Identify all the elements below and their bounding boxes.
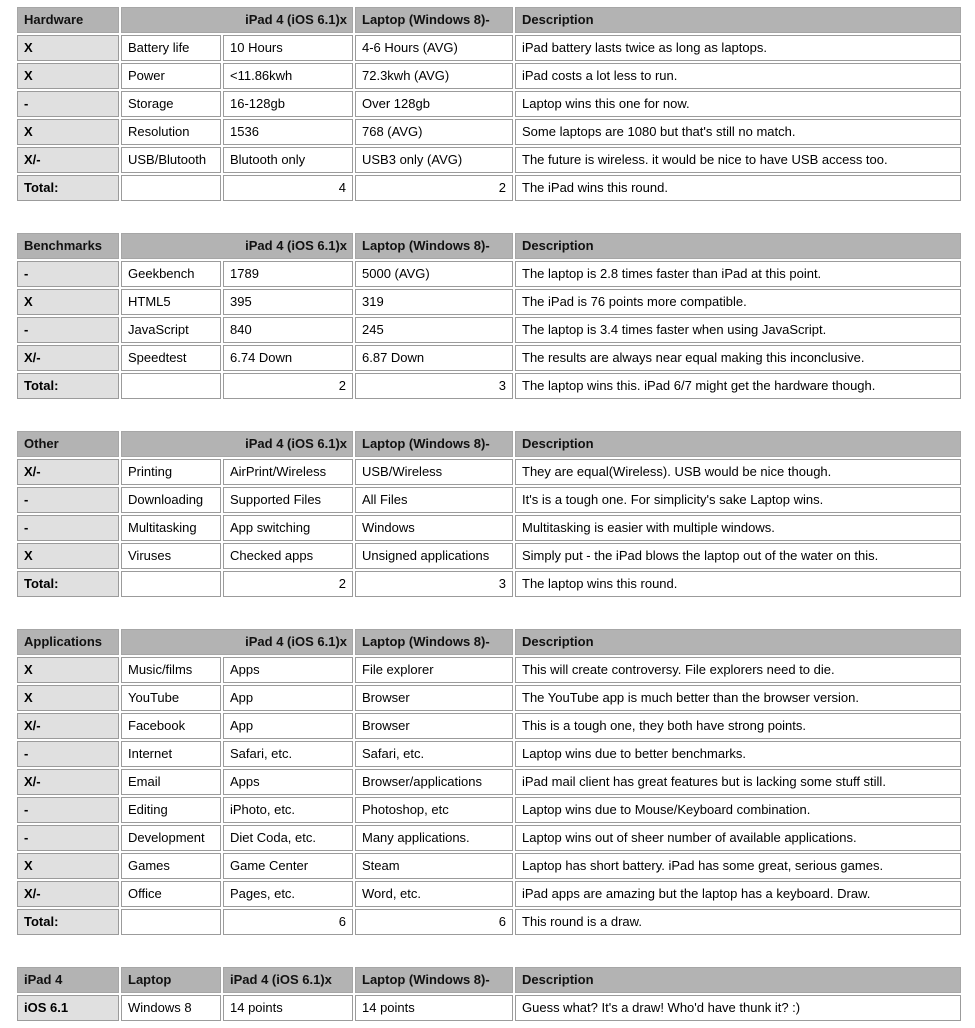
description-column-header: Description (515, 629, 961, 655)
description-cell: This is a tough one, they both have strong points. (515, 713, 961, 739)
ipad-value-cell: Checked apps (223, 543, 353, 569)
total-spacer-cell (121, 909, 221, 935)
status-cell: - (17, 741, 119, 767)
table-row (17, 459, 961, 485)
total-row (17, 909, 961, 935)
status-cell: X/- (17, 345, 119, 371)
description-cell: The future is wireless. it would be nice to have USB access too. (515, 147, 961, 173)
laptop-value-cell: 6.87 Down (355, 345, 513, 371)
laptop-column-header: Laptop (Windows 8)- (355, 7, 513, 33)
description-cell: iPad costs a lot less to run. (515, 63, 961, 89)
laptop-value-cell: 245 (355, 317, 513, 343)
laptop-value-cell: 4-6 Hours (AVG) (355, 35, 513, 61)
ipad-value-cell: <11.86kwh (223, 63, 353, 89)
table-header-row (17, 431, 961, 457)
status-cell: X (17, 543, 119, 569)
description-column-header: Description (515, 431, 961, 457)
table-row (17, 543, 961, 569)
total-label-cell: Total: (17, 175, 119, 201)
feature-cell: Development (121, 825, 221, 851)
feature-cell: Editing (121, 797, 221, 823)
status-cell: X (17, 289, 119, 315)
feature-cell: Internet (121, 741, 221, 767)
table-row (17, 995, 961, 1021)
table-title-cell: Hardware (17, 7, 119, 33)
status-cell: - (17, 515, 119, 541)
laptop-total-cell: 6 (355, 909, 513, 935)
laptop-value-cell: Word, etc. (355, 881, 513, 907)
ipad-value-cell: App switching (223, 515, 353, 541)
table-row (17, 741, 961, 767)
feature-cell: YouTube (121, 685, 221, 711)
laptop-value-cell: Photoshop, etc (355, 797, 513, 823)
status-cell: X (17, 119, 119, 145)
ipad-value-cell: 6.74 Down (223, 345, 353, 371)
comparison-table-applications (15, 627, 963, 937)
status-cell: X/- (17, 713, 119, 739)
ipad-value-cell: 840 (223, 317, 353, 343)
feature-cell: Windows 8 (121, 995, 221, 1021)
ipad-value-cell: Apps (223, 769, 353, 795)
ipad-value-cell: 10 Hours (223, 35, 353, 61)
feature-cell: Geekbench (121, 261, 221, 287)
total-description-cell: The laptop wins this. iPad 6/7 might get the hardware though. (515, 373, 961, 399)
laptop-total-cell: 3 (355, 571, 513, 597)
status-cell: X (17, 35, 119, 61)
total-description-cell: The laptop wins this round. (515, 571, 961, 597)
table-row (17, 261, 961, 287)
status-cell: X (17, 685, 119, 711)
total-label-cell: Total: (17, 909, 119, 935)
laptop-value-cell: 72.3kwh (AVG) (355, 63, 513, 89)
table-row (17, 289, 961, 315)
total-label-cell: Total: (17, 571, 119, 597)
feature-cell: Battery life (121, 35, 221, 61)
laptop-value-cell: Browser (355, 685, 513, 711)
comparison-table-benchmarks (15, 231, 963, 401)
ipad-value-cell: iPhoto, etc. (223, 797, 353, 823)
status-cell: - (17, 487, 119, 513)
table-row (17, 713, 961, 739)
description-cell: Laptop wins due to Mouse/Keyboard combination. (515, 797, 961, 823)
total-spacer-cell (121, 373, 221, 399)
table-title-cell: Other (17, 431, 119, 457)
comparison-tables-container (15, 5, 975, 1023)
ipad-value-cell: Game Center (223, 853, 353, 879)
laptop-value-cell: Over 128gb (355, 91, 513, 117)
table-header-row (17, 233, 961, 259)
description-cell: This will create controversy. File explorers need to die. (515, 657, 961, 683)
comparison-table-final-score (15, 965, 963, 1023)
table-row (17, 487, 961, 513)
table-row (17, 881, 961, 907)
comparison-table-other (15, 429, 963, 599)
status-cell: - (17, 797, 119, 823)
feature-cell: Resolution (121, 119, 221, 145)
ipad-value-cell: Apps (223, 657, 353, 683)
ipad-value-cell: Blutooth only (223, 147, 353, 173)
total-description-cell: The iPad wins this round. (515, 175, 961, 201)
feature-cell: Speedtest (121, 345, 221, 371)
table-row (17, 657, 961, 683)
description-cell: iPad battery lasts twice as long as laptops. (515, 35, 961, 61)
table-row (17, 515, 961, 541)
laptop-value-cell: USB/Wireless (355, 459, 513, 485)
ipad-value-cell: Diet Coda, etc. (223, 825, 353, 851)
status-cell: X (17, 63, 119, 89)
laptop-column-header: Laptop (Windows 8)- (355, 967, 513, 993)
status-cell: X (17, 657, 119, 683)
ipad-column-header: iPad 4 (iOS 6.1)x (121, 431, 353, 457)
feature-cell: JavaScript (121, 317, 221, 343)
table-header-row (17, 7, 961, 33)
description-column-header: Description (515, 967, 961, 993)
laptop-value-cell: USB3 only (AVG) (355, 147, 513, 173)
description-cell: Simply put - the iPad blows the laptop out of the water on this. (515, 543, 961, 569)
status-cell: - (17, 91, 119, 117)
feature-cell: Multitasking (121, 515, 221, 541)
feature-cell: Office (121, 881, 221, 907)
laptop-value-cell: 14 points (355, 995, 513, 1021)
table-row (17, 317, 961, 343)
laptop-total-cell: 2 (355, 175, 513, 201)
feature-cell: Power (121, 63, 221, 89)
ipad-value-cell: App (223, 685, 353, 711)
table-row (17, 63, 961, 89)
description-cell: iPad apps are amazing but the laptop has a keyboard. Draw. (515, 881, 961, 907)
feature-cell: Games (121, 853, 221, 879)
description-cell: The iPad is 76 points more compatible. (515, 289, 961, 315)
total-row (17, 175, 961, 201)
ipad-value-cell: Safari, etc. (223, 741, 353, 767)
feature-cell: Music/films (121, 657, 221, 683)
feature-cell: Storage (121, 91, 221, 117)
laptop-value-cell: File explorer (355, 657, 513, 683)
description-cell: The laptop is 2.8 times faster than iPad at this point. (515, 261, 961, 287)
table-row (17, 685, 961, 711)
feature-cell: Downloading (121, 487, 221, 513)
feature-cell: HTML5 (121, 289, 221, 315)
ipad-value-cell: 16-128gb (223, 91, 353, 117)
ipad-value-cell: Supported Files (223, 487, 353, 513)
laptop-value-cell: 768 (AVG) (355, 119, 513, 145)
table-row (17, 769, 961, 795)
ipad-value-cell: 14 points (223, 995, 353, 1021)
laptop-value-cell: Windows (355, 515, 513, 541)
laptop-value-cell: Safari, etc. (355, 741, 513, 767)
ipad-value-cell: 1536 (223, 119, 353, 145)
status-cell: X/- (17, 147, 119, 173)
ipad-column-header: iPad 4 (iOS 6.1)x (223, 967, 353, 993)
ipad-value-cell: AirPrint/Wireless (223, 459, 353, 485)
description-column-header: Description (515, 233, 961, 259)
total-description-cell: This round is a draw. (515, 909, 961, 935)
status-cell: - (17, 261, 119, 287)
description-column-header: Description (515, 7, 961, 33)
status-cell: iOS 6.1 (17, 995, 119, 1021)
ipad-value-cell: 1789 (223, 261, 353, 287)
ipad-column-header: iPad 4 (iOS 6.1)x (121, 233, 353, 259)
comparison-table-hardware (15, 5, 963, 203)
laptop-value-cell: All Files (355, 487, 513, 513)
feature-cell: Viruses (121, 543, 221, 569)
ipad-total-cell: 2 (223, 571, 353, 597)
description-cell: Laptop wins due to better benchmarks. (515, 741, 961, 767)
table-row (17, 345, 961, 371)
table-title-cell: iPad 4 (17, 967, 119, 993)
description-cell: iPad mail client has great features but is lacking some stuff still. (515, 769, 961, 795)
description-cell: Laptop has short battery. iPad has some great, serious games. (515, 853, 961, 879)
table-row (17, 853, 961, 879)
total-row (17, 571, 961, 597)
table-title-cell: Benchmarks (17, 233, 119, 259)
laptop-value-cell: 5000 (AVG) (355, 261, 513, 287)
laptop-value-cell: Browser/applications (355, 769, 513, 795)
laptop-column-header: Laptop (Windows 8)- (355, 233, 513, 259)
total-spacer-cell (121, 175, 221, 201)
table-row (17, 35, 961, 61)
description-cell: The results are always near equal making this inconclusive. (515, 345, 961, 371)
ipad-total-cell: 2 (223, 373, 353, 399)
table-row (17, 825, 961, 851)
ipad-total-cell: 6 (223, 909, 353, 935)
ipad-column-header: iPad 4 (iOS 6.1)x (121, 629, 353, 655)
feature-cell: Printing (121, 459, 221, 485)
table-header-row (17, 967, 961, 993)
total-row (17, 373, 961, 399)
ipad-value-cell: App (223, 713, 353, 739)
ipad-value-cell: 395 (223, 289, 353, 315)
description-cell: Some laptops are 1080 but that's still no match. (515, 119, 961, 145)
laptop-value-cell: Many applications. (355, 825, 513, 851)
description-cell: The YouTube app is much better than the browser version. (515, 685, 961, 711)
status-cell: - (17, 317, 119, 343)
laptop-value-cell: Steam (355, 853, 513, 879)
feature-cell: Facebook (121, 713, 221, 739)
ipad-total-cell: 4 (223, 175, 353, 201)
total-spacer-cell (121, 571, 221, 597)
status-cell: X (17, 853, 119, 879)
table-header-row (17, 629, 961, 655)
description-cell: Guess what? It's a draw! Who'd have thunk it? :) (515, 995, 961, 1021)
status-cell: X/- (17, 459, 119, 485)
table-row (17, 797, 961, 823)
description-cell: Multitasking is easier with multiple windows. (515, 515, 961, 541)
feature-cell: USB/Blutooth (121, 147, 221, 173)
laptop-value-cell: Browser (355, 713, 513, 739)
table-row (17, 147, 961, 173)
laptop-column-header: Laptop (Windows 8)- (355, 629, 513, 655)
description-cell: They are equal(Wireless). USB would be nice though. (515, 459, 961, 485)
description-cell: It's is a tough one. For simplicity's sake Laptop wins. (515, 487, 961, 513)
total-label-cell: Total: (17, 373, 119, 399)
ipad-value-cell: Pages, etc. (223, 881, 353, 907)
description-cell: The laptop is 3.4 times faster when using JavaScript. (515, 317, 961, 343)
laptop-column-header: Laptop (Windows 8)- (355, 431, 513, 457)
laptop-total-cell: 3 (355, 373, 513, 399)
laptop-value-cell: 319 (355, 289, 513, 315)
description-cell: Laptop wins out of sheer number of available applications. (515, 825, 961, 851)
ipad-column-header: iPad 4 (iOS 6.1)x (121, 7, 353, 33)
table-row (17, 91, 961, 117)
table-row (17, 119, 961, 145)
status-cell: X/- (17, 769, 119, 795)
feature-cell: Email (121, 769, 221, 795)
laptop-value-cell: Unsigned applications (355, 543, 513, 569)
status-cell: X/- (17, 881, 119, 907)
table-title-cell: Applications (17, 629, 119, 655)
status-cell: - (17, 825, 119, 851)
feature-column-header: Laptop (121, 967, 221, 993)
description-cell: Laptop wins this one for now. (515, 91, 961, 117)
